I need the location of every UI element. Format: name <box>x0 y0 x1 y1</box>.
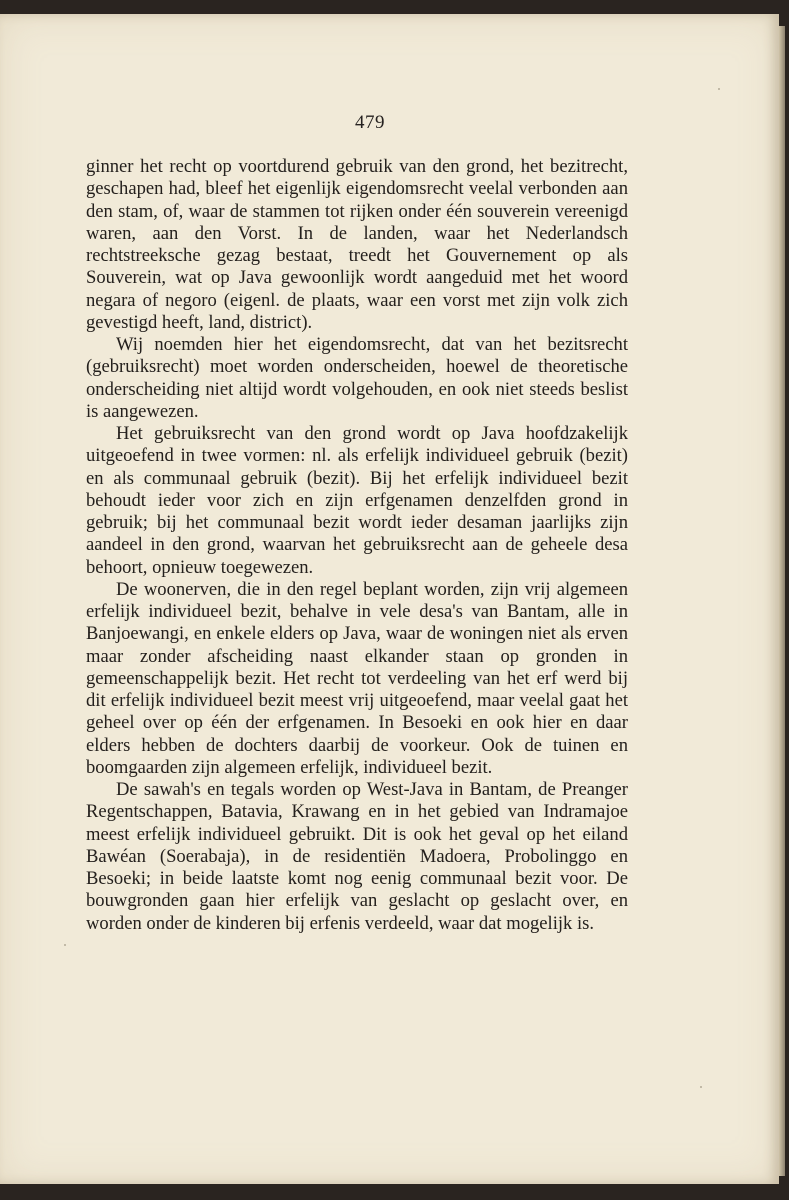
paper-speck <box>64 944 66 946</box>
paper-speck <box>700 1086 702 1088</box>
paragraph-2: Wij noemden hier het eigendomsrecht, dat van het bezitsrecht (gebruiksrecht) moet worden onderscheiden, hoewel de theoretische onderscheiding niet altijd wordt volgehouden, en ook niet steeds beslist is aangewezen. <box>86 334 628 422</box>
body-text <box>86 156 628 935</box>
paragraph-5: De sawah's en tegals worden op West-Java in Bantam, de Preanger Regentschappen, Batavia, Krawang en in het gebied van Indramajoe meest erfelijk individueel gebruikt. Dit is ook het geval op het eiland Bawéan (Soerabaja), in de residentiën Madoera, Probolinggo en Besoeki; in beide laatste komt nog eenig communaal bezit voor. De bouwgronden gaan hier erfelijk van geslacht op geslacht over, en worden onder de kinderen bij erfenis verdeeld, waar dat mogelijk is. <box>86 779 628 934</box>
book-page <box>0 14 779 1184</box>
page-number: 479 <box>355 112 385 133</box>
page-edge <box>779 26 785 1176</box>
paragraph-3: Het gebruiksrecht van den grond wordt op Java hoofdzakelijk uitgeoefend in twee vormen: nl. als erfelijk individueel gebruik (bezit) en als communaal gebruik (bezit). Bij het erfelijk individueel bezit behoudt ieder voor zich en zijn erfgenamen denzelfden grond in gebruik; bij het communaal bezit wordt ieder desaman jaarlijks zijn aandeel in den grond, waarvan het gebruiksrecht aan de geheele desa behoort, opnieuw toegewezen. <box>86 423 628 578</box>
paragraph-1: ginner het recht op voortdurend gebruik van den grond, het bezitrecht, geschapen had, bleef het eigenlijk eigendomsrecht veelal verbonden aan den stam, of, waar de stammen tot rijken onder één souverein vereenigd waren, aan den Vorst. In de landen, waar het Nederlandsch rechtstreeksche gezag bestaat, treedt het Gouvernement op als Souverein, wat op Java gewoonlijk wordt aangeduid met het woord negara of negoro (eigenl. de plaats, waar een vorst met zijn volk zich gevestigd heeft, land, district). <box>86 156 628 333</box>
paper-speck <box>718 88 720 90</box>
paragraph-4: De woonerven, die in den regel beplant worden, zijn vrij algemeen erfelijk individueel bezit, behalve in vele desa's van Bantam, alle in Banjoewangi, en enkele elders op Java, waar de woningen niet als erven maar zonder afscheiding naast elkander staan op gronden in gemeenschappelijk bezit. Het recht tot verdeeling van het erf werd bij dit erfelijk individueel bezit meest vrij uitgeoefend, maar veelal gaat het geheel over op één der erfgenamen. In Besoeki en ook hier en daar elders hebben de dochters daarbij de voorkeur. Ook de tuinen en boomgaarden zijn algemeen erfelijk, individueel bezit. <box>86 578 628 778</box>
